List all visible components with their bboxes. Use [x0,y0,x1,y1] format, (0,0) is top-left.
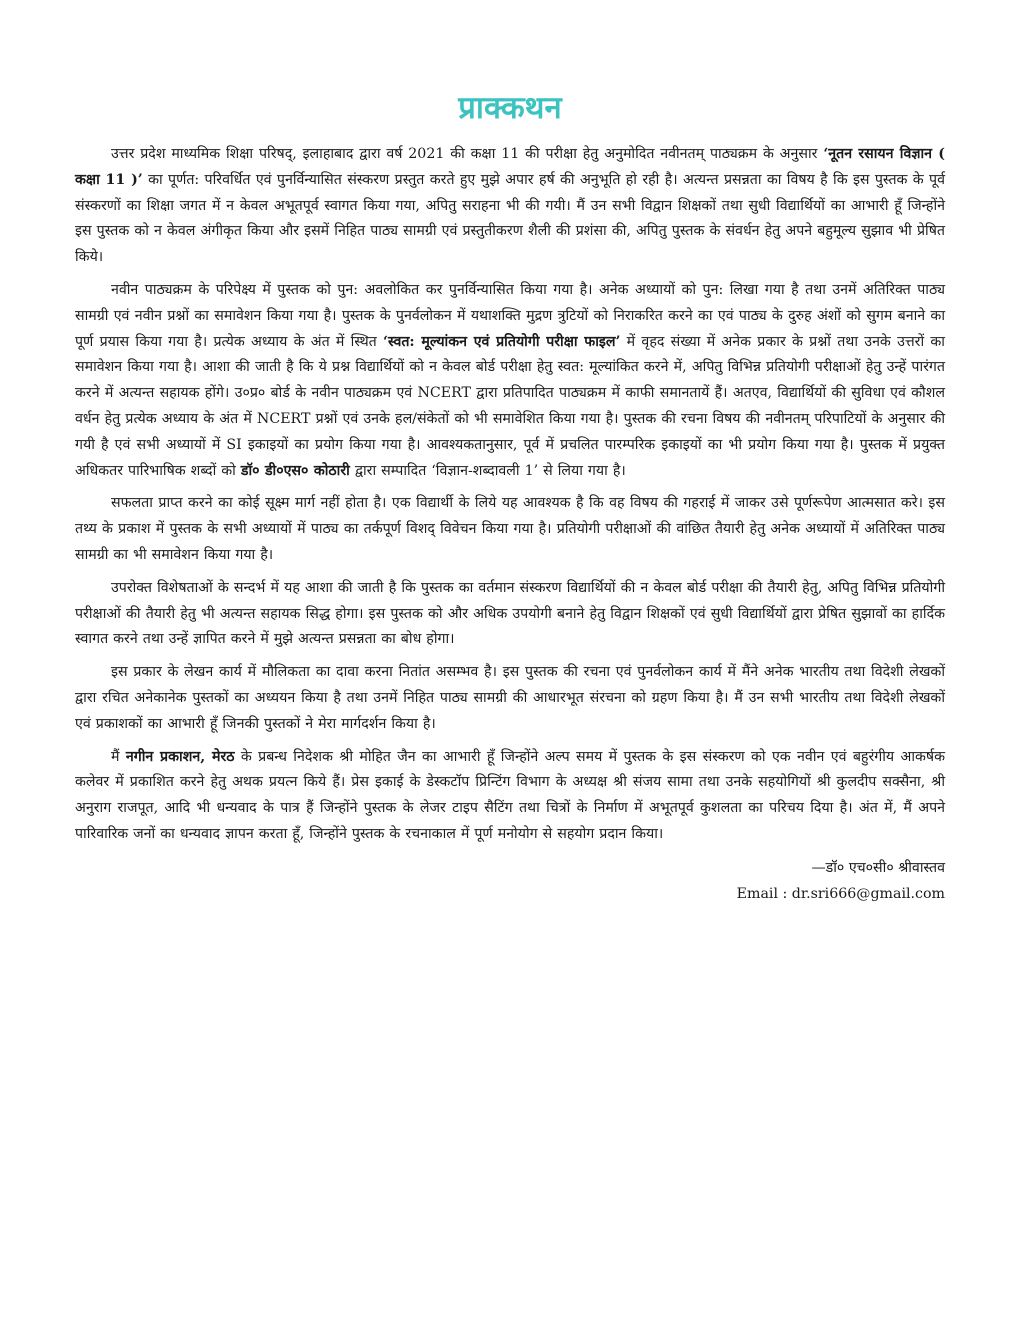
paragraph-1-text-c: का पूर्णत: परिवर्धित एवं पुनर्विन्यासित संस्करण प्रस्तुत करते हुए मुझे अपार हर्ष की अनुभूति हो रही है। अत्यन्त प्रसन्नता का विषय है कि इस पुस्तक के पूर्व संस्करणों का शिक्षा जगत में न केवल अभूतपूर्व स्वागत किया गया, अपितु सराहना भी की गयी। मैं उन सभी विद्वान शिक्षकों तथा सुधी विद्यार्थियों का आभारी हूँ जिन्होंने इस पुस्तक को न केवल अंगीकृत किया और इसमें निहित पाठ्य सामग्री एवं प्रस्तुतीकरण शैली की प्रशंसा की, अपितु पुस्तक के संवर्धन हेतु अपने बहुमूल्य सुझाव भी प्रेषित किये। [75,171,945,266]
paragraph-1 [75,142,945,271]
paragraph-4: उपरोक्त विशेषताओं के सन्दर्भ में यह आशा की जाती है कि पुस्तक का वर्तमान संस्करण विद्यार्थियों की न केवल बोर्ड परीक्षा की तैयारी हेतु, अपितु विभिन्न प्रतियोगी परीक्षाओं की तैयारी हेतु भी अत्यन्त सहायक सिद्ध होगा। इस पुस्तक को और अधिक उपयोगी बनाने हेतु विद्वान शिक्षकों एवं सुधी विद्यार्थियों द्वारा प्रेषित सुझावों का हार्दिक स्वागत करने तथा उन्हें ज्ञापित करने में मुझे अत्यन्त प्रसन्नता का बोध होगा। [75,579,945,648]
paragraph-6 [75,745,945,848]
author-signature: —डॉ० एच०सी० श्रीवास्तव [811,859,945,876]
paragraph-2-file-title: ‘स्वत: मूल्यांकन एवं प्रतियोगी परीक्षा फाइल’ [383,333,621,350]
paragraph-5: इस प्रकार के लेखन कार्य में मौलिकता का दावा करना नितांत असम्भव है। इस पुस्तक की रचना एवं पुनर्वलोकन कार्य में मैंने अनेक भारतीय तथा विदेशी लेखकों द्वारा रचित अनेकानेक पुस्तकों का अध्ययन किया है तथा उनमें निहित पाठ्य सामग्री की आधारभूत संरचना को ग्रहण किया है। मैं उन सभी भारतीय तथा विदेशी लेखकों एवं प्रकाशकों का आभारी हूँ जिनकी पुस्तकों ने मेरा मार्गदर्शन किया है। [75,664,945,732]
paragraph-1-text-a: उत्तर प्रदेश माध्यमिक शिक्षा परिषद्, इलाहाबाद द्वारा वर्ष 2021 की कक्षा 11 की परीक्षा हेतु अनुमोदित नवीनतम् पाठ्यक्रम के अनुसार [111,146,824,162]
paragraph-3: सफलता प्राप्त करने का कोई सूक्ष्म मार्ग नहीं होता है। एक विद्यार्थी के लिये यह आवश्यक है कि वह विषय की गहराई में जाकर उसे पूर्णरूपेण आत्मसात करे। इस तथ्य के प्रकाश में पुस्तक के सभी अध्यायों में पाठ्य का तर्कपूर्ण विशद् विवेचन किया गया है। प्रतियोगी परीक्षाओं की वांछित तैयारी हेतु अनेक अध्यायों में अतिरिक्त पाठ्य सामग्री का भी समावेशन किया गया है। [75,495,945,563]
paragraph-6-publisher-name: नगीन प्रकाशन, मेरठ [125,748,235,765]
document-page [75,88,945,907]
paragraph-2 [75,278,945,484]
paragraph-2-text-c: में वृहद संख्या में अनेक प्रकार के प्रश्नों तथा उनके उत्तरों का समावेशन किया गया है। आशा की जाती है कि ये प्रश्न विद्यार्थियों को न केवल बोर्ड परीक्षा हेतु स्वत: मूल्यांकित करने में, अपितु विभिन्न प्रतियोगी परीक्षाओं हेतु उन्हें पारंगत करने में अत्यन्त सहायक होंगे। उ०प्र० बोर्ड के नवीन पाठ्यक्रम एवं NCERT द्वारा प्रतिपादित पाठ्यक्रम में काफी समानतायें हैं। अतएव, विद्यार्थियों की सुविधा एवं कौशल वर्धन हेतु प्रत्येक अध्याय के अंत में NCERT प्रश्नों एवं उनके हल/संकेतों को भी समावेशित किया गया है। पुस्तक की रचना विषय की नवीनतम् परिपाटियों के अनुसार की गयी है एवं सभी अध्यायों में SI इकाइयों का प्रयोग किया गया है। आवश्यकतानुसार, पूर्व में प्रचलित पारम्परिक इकाइयों का भी प्रयोग किया गया है। पुस्तक में प्रयुक्त अधिकतर पारिभाषिक शब्दों को [75,333,945,479]
paragraph-6-text-a: मैं [111,748,126,765]
paragraph-6-text-c: के प्रबन्ध निदेशक श्री मोहित जैन का आभारी हूँ जिन्होंने अल्प समय में पुस्तक के इस संस्करण को एक नवीन एवं बहुरंगीय आकर्षक कलेवर में प्रकाशित करने हेतु अथक प्रयत्न किये हैं। प्रेस इकाई के डेस्कटॉप प्रिन्टिंग विभाग के अध्यक्ष श्री संजय सामा तथा उनके सहयोगियों श्री कुलदीप सक्सैना, श्री अनुराग राजपूत, आदि भी धन्यवाद के पात्र हैं जिन्होंने पुस्तक के लेजर टाइप सैटिंग तथा चित्रों के निर्माण में अभूतपूर्व कुशलता का परिचय दिया है। अंत में, मैं अपने पारिवारिक जनों का धन्यवाद ज्ञापन करता हूँ, जिन्होंने पुस्तक के रचनाकाल में पूर्ण मनोयोग से सहयोग प्रदान किया। [75,748,946,842]
paragraph-2-author-name: डॉ० डी०एस० कोठारी [240,462,350,479]
paragraph-2-text-a: नवीन पाठ्यक्रम के परिपेक्ष्य में पुस्तक को पुन: अवलोकित कर पुनर्विन्यासित किया गया है। अनेक अध्यायों को पुन: लिखा गया है तथा उनमें अतिरिक्त पाठ्य सामग्री एवं नवीन प्रश्नों का समावेशन किया गया है। पुस्तक के पुनर्वलोकन में यथाशक्ति मुद्रण त्रुटियों को निराकरित करने का एवं पाठ्य के दुरुह अंशों को सुगम बनाने का पूर्ण प्रयास किया गया है। प्रत्येक अध्याय के अंत में स्थित [75,281,945,350]
page-title: प्राक्कथन [458,90,562,126]
paragraph-2-text-e: द्वारा सम्पादित ‘विज्ञान-शब्दावली 1’ से लिया गया है। [349,462,626,479]
paragraph-1-book-title: ‘नूतन रसायन विज्ञान ( कक्षा 11 )’ [75,146,945,188]
author-email: Email : dr.sri666@gmail.com [736,885,945,902]
